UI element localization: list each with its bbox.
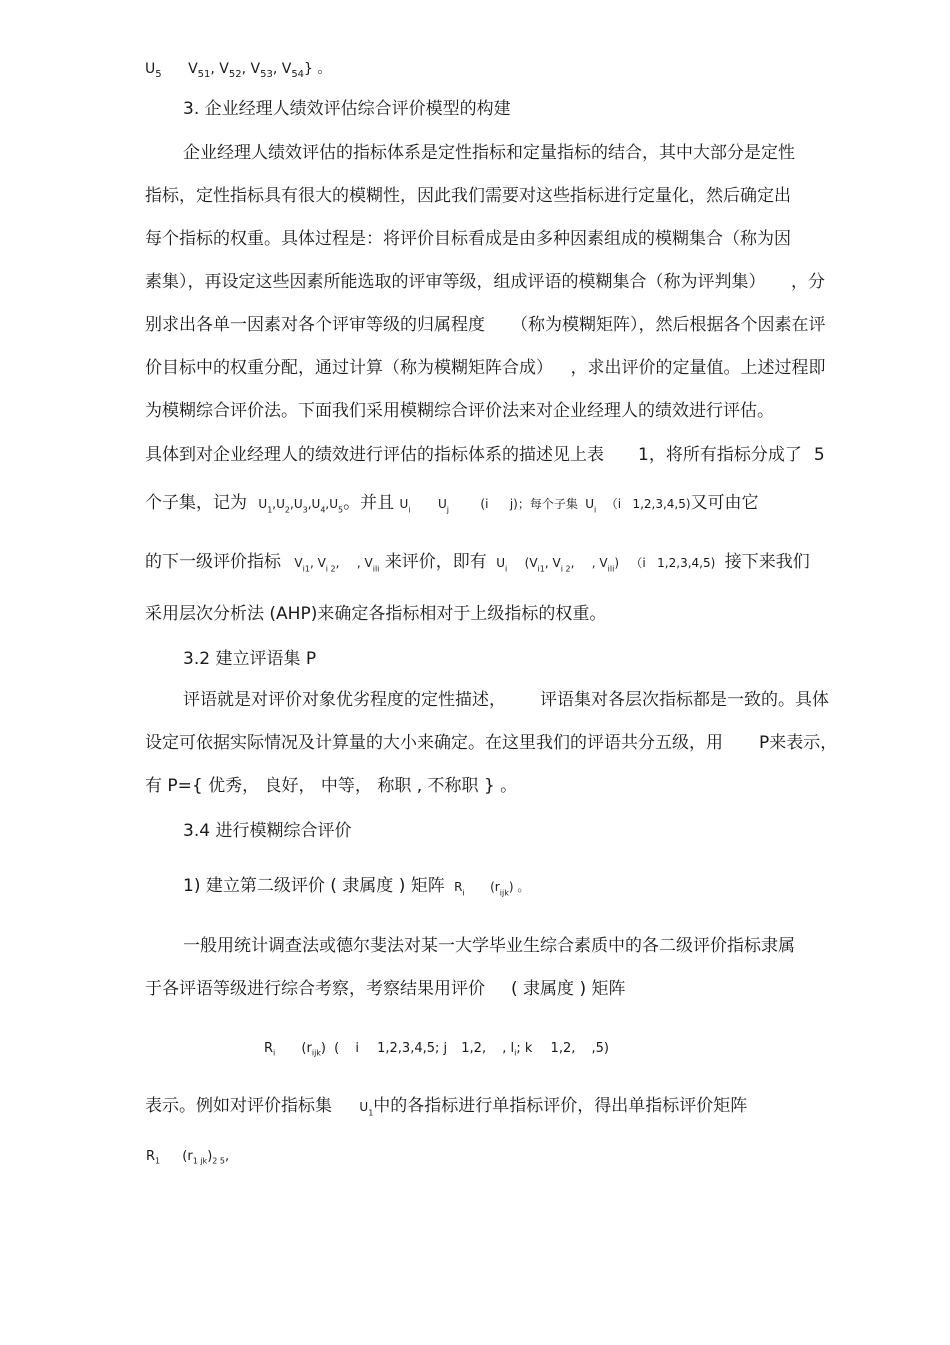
- paragraph-line: 有 P={ 优秀， 良好， 中等， 称职 , 不称职 } 。: [145, 776, 518, 796]
- text-span: 于各评语等级进行综合考察，考察结果用评价: [145, 979, 485, 999]
- math-expr: (r: [490, 880, 500, 894]
- math-expr: （i: [605, 497, 622, 511]
- math-sub: 4: [320, 505, 326, 515]
- math-sub: 54: [291, 68, 305, 80]
- text-span: P来表示，: [759, 733, 838, 753]
- math-u: U: [399, 497, 409, 511]
- math-sub: i 2: [325, 564, 336, 574]
- math-u: U: [258, 497, 268, 511]
- math-sub: i 2: [560, 564, 571, 574]
- paragraph-line: [145, 271, 825, 293]
- paragraph-line: [183, 689, 829, 711]
- text-span: 评语集对各层次指标都是一致的。具体: [540, 690, 829, 710]
- math-sub: 2: [284, 505, 290, 515]
- math-sub: il: [607, 564, 613, 574]
- math-close: ,5): [591, 1041, 609, 1056]
- text-span: 接下来我们: [724, 552, 810, 572]
- paragraph-line: 每个指标的权重。具体过程是：将评价目标看成是由多种因素组成的模糊集合（称为因: [145, 229, 791, 249]
- math-sub: i: [273, 1048, 276, 1058]
- math-sub: i: [514, 1048, 517, 1058]
- math-sub: il: [372, 564, 378, 574]
- math-sub: 51: [197, 68, 211, 80]
- math-sub: i1: [302, 564, 310, 574]
- paragraph-line: [145, 357, 826, 379]
- math-expr: 1,2,: [550, 1041, 576, 1056]
- math-close: } 。: [304, 61, 332, 77]
- text-span: 来评价，即有: [384, 552, 487, 572]
- math-expr: , l: [502, 1041, 515, 1056]
- text-span: （称为模糊矩阵），然后根据各个因素在评: [511, 315, 826, 335]
- math-sub: 3: [302, 505, 308, 515]
- paragraph-line: [145, 551, 810, 580]
- text-span: 的下一级评价指标: [145, 552, 281, 572]
- text-span: 具体到对企业经理人的绩效进行评估的指标体系的描述见上表: [145, 445, 604, 465]
- math-expr: ,: [570, 556, 575, 570]
- math-sub: i: [377, 564, 380, 574]
- paragraph-line: 企业经理人绩效评估的指标体系是定性指标和定量指标的结合，其中大部分是定性: [183, 143, 795, 163]
- math-expr: ; k: [516, 1041, 533, 1056]
- math-sub: 1: [368, 1108, 374, 1118]
- set-u5-line: [145, 58, 331, 86]
- math-u: ,U: [290, 497, 303, 511]
- math-close: ): [320, 1041, 326, 1056]
- math-v: V: [188, 61, 198, 77]
- text-span: ，求出评价的定量值。上述过程即: [570, 358, 826, 378]
- math-sub: i1: [537, 564, 545, 574]
- section-heading-3-4: 3.4 进行模糊综合评价: [183, 821, 352, 841]
- paragraph-line: [145, 732, 837, 754]
- text-span: ( 隶属度 ) 矩阵: [511, 979, 626, 999]
- text-span: 又可由它: [690, 493, 759, 513]
- text-span: 表示。例如对评价指标集: [145, 1096, 332, 1116]
- math-v: , V: [591, 556, 608, 570]
- math-sub: i: [594, 505, 597, 515]
- math-open: (: [334, 1041, 340, 1056]
- math-expr: 1,2,3,4,5; j: [377, 1041, 448, 1056]
- math-u: U: [496, 556, 506, 570]
- paragraph-line: [145, 444, 825, 466]
- math-r: R: [264, 1041, 274, 1056]
- math-r: R: [454, 880, 463, 894]
- math-r: R: [146, 1149, 156, 1164]
- paragraph-line: [145, 1095, 747, 1124]
- math-sub: 52: [228, 68, 242, 80]
- math-v: , V: [356, 556, 373, 570]
- paragraph-line: 采用层次分析法 (AHP)来确定各指标相对于上级指标的权重。: [145, 604, 607, 624]
- text-span: 价目标中的权重分配，通过计算（称为模糊矩阵合成）: [145, 358, 545, 378]
- math-sub: 5: [338, 505, 344, 515]
- section-heading-3-2: 3.2 建立评语集 P: [183, 649, 317, 669]
- text-span: j)；每个子集: [509, 497, 578, 511]
- math-sub: 1: [267, 505, 273, 515]
- math-expr: (i: [480, 497, 489, 511]
- text-span: 设定可依据实际情况及计算量的大小来确定。在这里我们的评语共分五级，用: [145, 733, 723, 753]
- math-sub: 5: [155, 68, 162, 80]
- math-sub: i: [505, 564, 508, 574]
- text-span: 5: [813, 445, 825, 465]
- math-close: ) 。: [508, 880, 530, 894]
- math-sub: i: [462, 888, 465, 898]
- formula-r1: [146, 1146, 229, 1173]
- math-close: ,: [225, 1149, 230, 1164]
- math-v: , V: [544, 556, 561, 570]
- math-v: , V: [210, 61, 229, 77]
- math-u: ,U: [307, 497, 321, 511]
- math-v: , V: [309, 556, 326, 570]
- math-sub: ijk: [499, 888, 509, 898]
- math-expr: ): [614, 556, 620, 570]
- section-heading-3: 3. 企业经理人绩效评估综合评价模型的构建: [183, 99, 511, 119]
- math-u: U: [359, 1100, 369, 1114]
- math-expr: ,: [335, 556, 340, 570]
- math-expr: (r: [182, 1149, 193, 1164]
- step-1-line: [183, 875, 529, 904]
- text-span: 1) 建立第二级评价 ( 隶属度 ) 矩阵: [183, 876, 445, 896]
- math-u: U: [585, 497, 595, 511]
- math-v: , V: [241, 61, 261, 77]
- text-span: 素集），再设定这些因素所能选取的评审等级，组成评语的模糊集合（称为评判集）: [145, 272, 757, 292]
- math-expr: (r: [301, 1041, 312, 1056]
- math-u: U: [145, 61, 156, 77]
- text-span: 别求出各单一因素对各个评审等级的归属程度: [145, 315, 485, 335]
- math-expr: 1,2,3,4,5): [657, 556, 716, 570]
- text-span: 。并且: [343, 493, 395, 513]
- math-close: ): [207, 1149, 213, 1164]
- math-u: ,U: [325, 497, 339, 511]
- text-span: 个子集，记为: [145, 493, 247, 513]
- math-expr: 1,2,3,4,5): [632, 497, 691, 511]
- math-sub: i: [612, 564, 615, 574]
- paragraph-line: 指标，定性指标具有很大的模糊性，因此我们需要对这些指标进行定量化，然后确定出: [145, 186, 791, 206]
- math-v: V: [294, 556, 303, 570]
- math-sub: 2 5: [212, 1156, 226, 1166]
- paragraph-line: [145, 314, 826, 336]
- paragraph-line: [145, 492, 759, 521]
- math-v: (V: [524, 556, 538, 570]
- math-u: ,U: [272, 497, 285, 511]
- paragraph-line: 一般用统计调查法或德尔斐法对某一大学毕业生综合素质中的各二级评价指标隶属: [183, 936, 795, 956]
- formula-r-matrix: [264, 1038, 609, 1065]
- math-u: U: [437, 497, 447, 511]
- math-sub: ijk: [311, 1048, 321, 1058]
- math-sub: j: [446, 505, 449, 515]
- paragraph-line: 为模糊综合评价法。下面我们采用模糊综合评价法来对企业经理人的绩效进行评估。: [145, 401, 774, 421]
- math-expr: 1,2,: [461, 1041, 487, 1056]
- paragraph-line: [145, 978, 625, 1000]
- text-span: 评语就是对评价对象优劣程度的定性描述，: [183, 690, 506, 710]
- math-sub: 1 jk: [192, 1156, 208, 1166]
- math-v: , V: [272, 61, 292, 77]
- text-span: ，分: [791, 272, 825, 292]
- math-expr: i: [355, 1041, 359, 1056]
- text-span: 中的各指标进行单指标评价，得出单指标评价矩阵: [373, 1096, 748, 1116]
- math-sub: i: [408, 505, 411, 515]
- math-sub: 1: [155, 1156, 161, 1166]
- math-sub: 53: [260, 68, 273, 80]
- math-expr: （i: [630, 556, 646, 570]
- text-span: 1，将所有指标分成了: [638, 445, 802, 465]
